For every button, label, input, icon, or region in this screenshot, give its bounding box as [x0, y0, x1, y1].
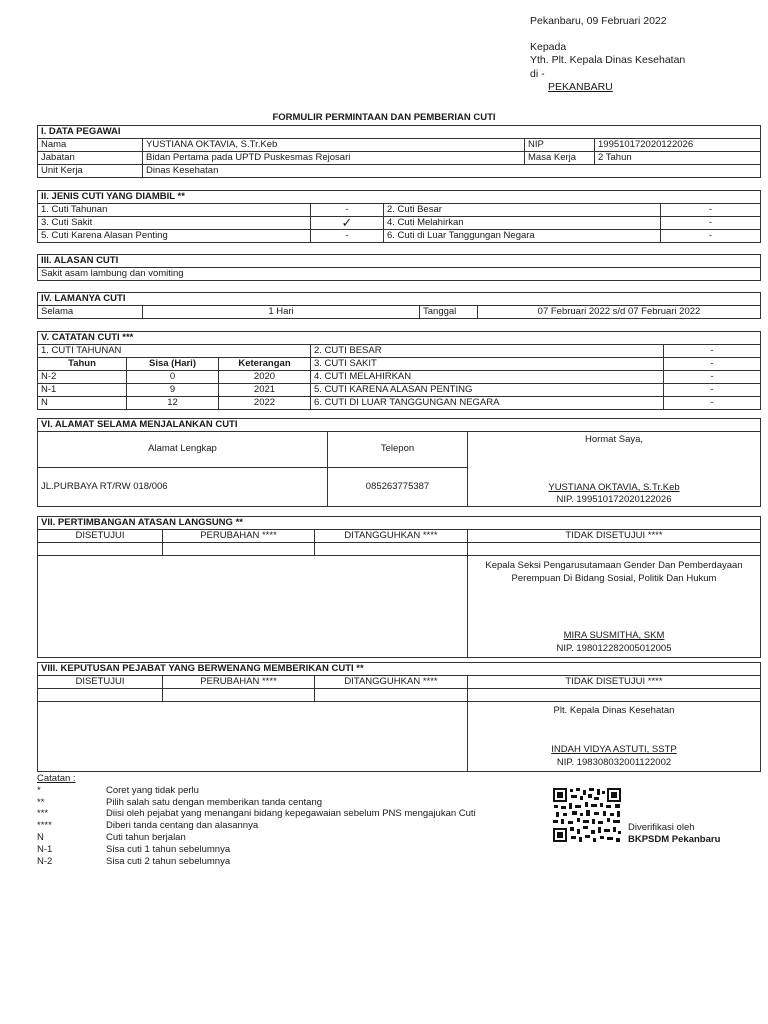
- section-alamat: [37, 418, 761, 507]
- blank-area: [38, 556, 468, 658]
- col-disetujui: DISETUJUI: [38, 530, 163, 543]
- telepon-label: Telepon: [328, 432, 468, 468]
- keterangan-cell: 2021: [219, 384, 311, 397]
- disetujui-box[interactable]: [38, 689, 163, 702]
- ditangguhkan-box[interactable]: [315, 689, 468, 702]
- form-title: FORMULIR PERMINTAAN DAN PEMBERIAN CUTI: [272, 112, 496, 123]
- jabatan-label: Jabatan: [38, 152, 143, 165]
- note-item: N-2 Sisa cuti 2 tahun sebelumnya: [37, 855, 231, 867]
- hormat-text: Hormat Saya,: [584, 434, 644, 445]
- masa-kerja-value: 2 Tahun: [595, 152, 761, 165]
- sisa-cell: 12: [127, 397, 219, 410]
- catatan-item: 3. CUTI SAKIT: [311, 358, 664, 371]
- note-item: *** Diisi oleh pejabat yang menangani bidang kepegawaian sebelum PNS mengajukan Cuti: [37, 808, 476, 820]
- col-perubahan: PERUBAHAN ****: [163, 530, 315, 543]
- keputusan-signature: [468, 702, 761, 772]
- note-item: N-1 Sisa cuti 1 tahun sebelumnya: [37, 843, 231, 855]
- masa-kerja-label: Masa Kerja: [525, 152, 595, 165]
- pejabat-nip: NIP. 198308032001122002: [556, 757, 672, 768]
- section-alasan-cuti: [37, 254, 761, 281]
- disetujui-box[interactable]: [38, 543, 163, 556]
- signer-nip: NIP. 199510172020122026: [556, 494, 672, 505]
- catatan-mark: -: [664, 371, 761, 384]
- section-title: VI. ALAMAT SELAMA MENJALANKAN CUTI: [38, 419, 761, 432]
- section-title: V. CATATAN CUTI ***: [38, 332, 761, 345]
- signer-name: YUSTIANA OKTAVIA, S.Tr.Keb: [548, 482, 680, 493]
- recipient-di: di -: [530, 68, 545, 80]
- cuti-tahunan-label: 1. CUTI TAHUNAN: [38, 345, 311, 358]
- blank-area: [38, 702, 468, 772]
- alamat-value: JL.PURBAYA RT/RW 018/006: [38, 467, 328, 506]
- perubahan-box[interactable]: [163, 689, 315, 702]
- recipient-label: Kepada: [530, 41, 567, 53]
- nip-label: NIP: [525, 139, 595, 152]
- col-tidak-disetujui: TIDAK DISETUJUI ****: [468, 676, 761, 689]
- verify-line2: BKPSDM Pekanbaru: [628, 834, 721, 845]
- catatan-mark: -: [664, 345, 761, 358]
- recipient-line: Yth. Plt. Kepala Dinas Kesehatan: [530, 54, 686, 66]
- pertimbangan-signature: [468, 556, 761, 658]
- verify-text: [628, 822, 720, 846]
- col-perubahan: PERUBAHAN ****: [163, 676, 315, 689]
- sisa-cell: 0: [127, 371, 219, 384]
- note-item: ** Pilih salah satu dengan memberikan tanda centang: [37, 796, 323, 808]
- jenis-cuti-mark[interactable]: -: [311, 230, 384, 243]
- col-keterangan: Keterangan: [219, 358, 311, 371]
- keterangan-cell: 2022: [219, 397, 311, 410]
- nama-label: Nama: [38, 139, 143, 152]
- keterangan-cell: 2020: [219, 371, 311, 384]
- unit-kerja-label: Unit Kerja: [38, 165, 143, 178]
- jenis-cuti-mark[interactable]: -: [661, 204, 761, 217]
- section-title: I. DATA PEGAWAI: [38, 126, 761, 139]
- tahun-cell: N-2: [38, 371, 127, 384]
- jenis-cuti-item: 5. Cuti Karena Alasan Penting: [38, 230, 311, 243]
- jabatan-value: Bidan Pertama pada UPTD Puskesmas Rejosari: [143, 152, 525, 165]
- section-title: IV. LAMANYA CUTI: [38, 293, 761, 306]
- tidak-disetujui-box[interactable]: [468, 689, 761, 702]
- tahun-cell: N: [38, 397, 127, 410]
- unit-kerja-value: Dinas Kesehatan: [143, 165, 761, 178]
- section-keputusan: [37, 662, 761, 772]
- catatan-item: 2. CUTI BESAR: [311, 345, 664, 358]
- jenis-cuti-item: 3. Cuti Sakit: [38, 217, 311, 230]
- section-title: VIII. KEPUTUSAN PEJABAT YANG BERWENANG MEMBERIKAN CUTI **: [38, 663, 761, 676]
- jenis-cuti-mark[interactable]: -: [311, 204, 384, 217]
- jenis-cuti-item: 2. Cuti Besar: [384, 204, 661, 217]
- tanggal-value: 07 Februari 2022 s/d 07 Februari 2022: [478, 306, 761, 319]
- catatan-mark: -: [664, 384, 761, 397]
- section-catatan-cuti: [37, 331, 761, 410]
- jenis-cuti-item: 6. Cuti di Luar Tanggungan Negara: [384, 230, 661, 243]
- atasan-name: MIRA SUSMITHA, SKM: [563, 630, 665, 641]
- telepon-value: 085263775387: [328, 467, 468, 506]
- catatan-mark: -: [664, 358, 761, 371]
- jenis-cuti-mark[interactable]: -: [661, 230, 761, 243]
- section-jenis-cuti: [37, 190, 761, 243]
- section-title: II. JENIS CUTI YANG DIAMBIL **: [38, 191, 761, 204]
- section-data-pegawai: [37, 125, 761, 178]
- col-sisa: Sisa (Hari): [127, 358, 219, 371]
- selama-label: Selama: [38, 306, 143, 319]
- section-lamanya-cuti: [37, 292, 761, 319]
- section-pertimbangan: [37, 516, 761, 658]
- note-item: * Coret yang tidak perlu: [37, 784, 199, 796]
- signature-block: [468, 432, 761, 507]
- catatan-item: 5. CUTI KARENA ALASAN PENTING: [311, 384, 664, 397]
- jenis-cuti-item: 1. Cuti Tahunan: [38, 204, 311, 217]
- catatan-item: 4. CUTI MELAHIRKAN: [311, 371, 664, 384]
- recipient-city: PEKANBARU: [548, 81, 613, 93]
- col-disetujui: DISETUJUI: [38, 676, 163, 689]
- checkmark-icon[interactable]: ✓: [311, 217, 384, 230]
- nama-value: YUSTIANA OKTAVIA, S.Tr.Keb: [143, 139, 525, 152]
- catatan-mark: -: [664, 397, 761, 410]
- pejabat-name: INDAH VIDYA ASTUTI, SSTP: [551, 744, 677, 755]
- jenis-cuti-item: 4. Cuti Melahirkan: [384, 217, 661, 230]
- note-item: **** Diberi tanda centang dan alasannya: [37, 820, 259, 832]
- tidak-disetujui-box[interactable]: [468, 543, 761, 556]
- tahun-cell: N-1: [38, 384, 127, 397]
- alamat-label: Alamat Lengkap: [38, 432, 328, 468]
- ditangguhkan-box[interactable]: [315, 543, 468, 556]
- nip-value: 199510172020122026: [595, 139, 761, 152]
- jenis-cuti-mark[interactable]: -: [661, 217, 761, 230]
- place-date: Pekanbaru, 09 Februari 2022: [530, 15, 667, 27]
- atasan-nip: NIP. 198012282005012005: [556, 643, 672, 654]
- tanggal-label: Tanggal: [420, 306, 478, 319]
- notes: [37, 773, 476, 867]
- note-item: N Cuti tahun berjalan: [37, 831, 186, 843]
- section-title: III. ALASAN CUTI: [38, 255, 761, 268]
- pejabat-position: Plt. Kepala Dinas Kesehatan: [553, 705, 675, 716]
- perubahan-box[interactable]: [163, 543, 315, 556]
- qr-code-icon: [552, 787, 622, 843]
- catatan-item: 6. CUTI DI LUAR TANGGUNGAN NEGARA: [311, 397, 664, 410]
- atasan-position: Kepala Seksi Pengarusutamaan Gender Dan Pemberdayaan Perempuan Di Bidang Sosial, Politik Dan Hukum: [485, 560, 743, 584]
- col-tidak-disetujui: TIDAK DISETUJUI ****: [468, 530, 761, 543]
- col-ditangguhkan: DITANGGUHKAN ****: [315, 676, 468, 689]
- sisa-cell: 9: [127, 384, 219, 397]
- alasan-cuti-value: Sakit asam lambung dan vomiting: [38, 268, 761, 281]
- col-tahun: Tahun: [38, 358, 127, 371]
- verify-line1: Diverifikasi oleh: [628, 822, 695, 833]
- col-ditangguhkan: DITANGGUHKAN ****: [315, 530, 468, 543]
- selama-value: 1 Hari: [143, 306, 420, 319]
- section-title: VII. PERTIMBANGAN ATASAN LANGSUNG **: [38, 517, 761, 530]
- notes-title: Catatan :: [37, 773, 76, 784]
